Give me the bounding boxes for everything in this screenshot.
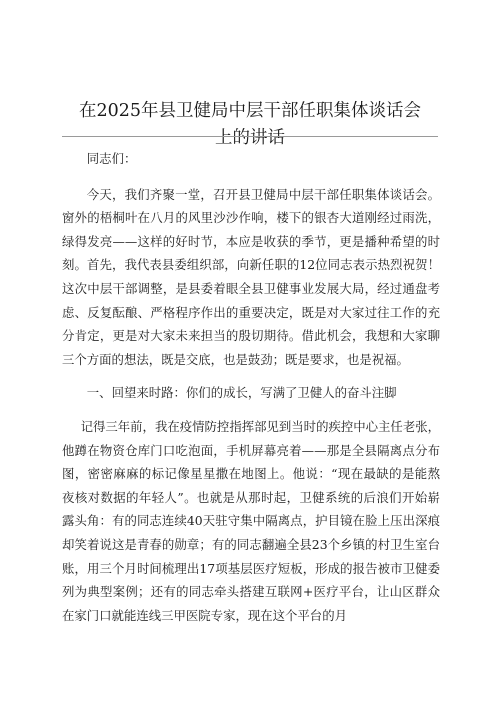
document-body — [62, 147, 440, 627]
document-title — [60, 98, 440, 152]
paragraph-opening: 今天，我们齐聚一堂，召开县卫健局中层干部任职集体谈话会。窗外的梧桐叶在八月的风里沙沙作响，楼下的银杏大道刚经过雨洗，绿得发亮——这样的好时节，本应是收获的季节，更是播种希望的时刻。首先，我代表县委组织部，向新任职的12位同志表示热烈祝贺！这次中层干部调整，是县委着眼全县卫健事业发展大局，经过通盘考虑、反复酝酿、严格程序作出的重要决定，既是对大家过往工作的充分肯定，更是对大家未来担当的殷切期待。借此机会，我想和大家聊三个方面的想法，既是交底，也是鼓劲；既是要求，也是祝福。 — [62, 186, 440, 367]
paragraph-recollection: 记得三年前，我在疫情防控指挥部见到当时的疾控中心主任老张，他蹲在物资仓库门口吃泡面，手机屏幕亮着——那是全县隔离点分布图，密密麻麻的标记像星星撒在地图上。他说：“现在最缺的是能熬夜核对数据的年轻人”。也就是从那时起，卫健系统的后浪们开始崭露头角：有的同志连续40天驻守集中隔离点，护目镜在脸上压出深痕却笑着说这是青春的勋章；有的同志翻遍全县23个乡镇的村卫生室台账，用三个月时间梳理出17项基层医疗短板，形成的报告被市卫健委列为典型案例；还有的同志牵头搭建互联网+医疗平台，让山区群众在家门口就能连线三甲医院专家，现在这个平台的月 — [62, 418, 440, 623]
title-line-1: 在2025年县卫健局中层干部任职集体谈话会 — [78, 100, 422, 121]
title-divider — [62, 136, 438, 137]
title-line-2: 上的讲话 — [215, 127, 285, 148]
greeting: 同志们： — [86, 151, 137, 166]
section-heading: 一、回望来时路：你们的成长，写满了卫健人的奋斗注脚 — [86, 385, 397, 401]
